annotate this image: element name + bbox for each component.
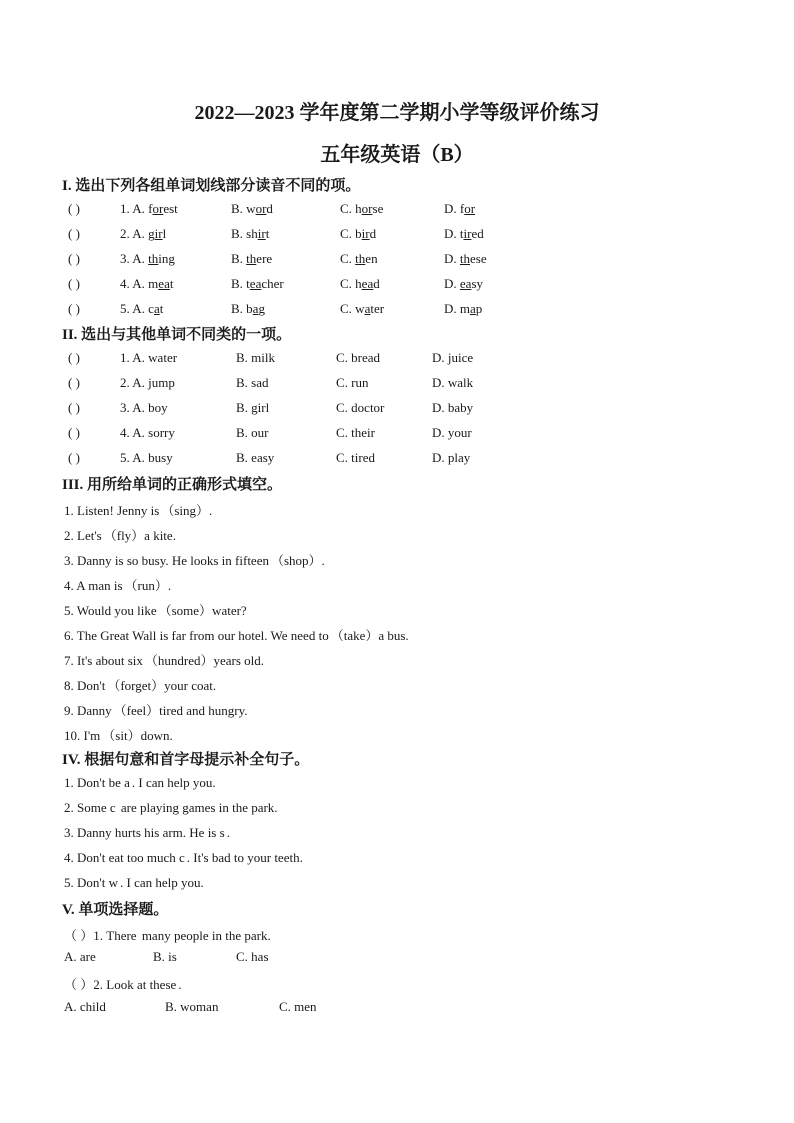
option-text: t (159, 301, 164, 316)
underlined-letters: th (246, 251, 257, 266)
underlined-letters: ir (463, 226, 472, 241)
option-text: 4. A. m (120, 276, 159, 291)
answer-paren[interactable]: ( ) (68, 251, 80, 266)
underlined-letters: ir (257, 226, 266, 241)
option-d: D. play (432, 450, 471, 465)
option-b: B. milk (236, 350, 276, 365)
option-text: 2. A. g (120, 226, 155, 241)
option-a (120, 226, 166, 242)
question-hint: （hundred）years old. (144, 653, 265, 668)
option-text: B. sh (231, 226, 258, 241)
option-text: ter (370, 301, 385, 316)
underlined-letters: ea (361, 276, 374, 291)
option-a: 1. A. water (120, 350, 178, 365)
option-a: 2. A. jump (120, 375, 175, 390)
answer-paren[interactable]: ( ) (68, 350, 80, 365)
underlined-letters: ea (459, 276, 472, 291)
option-d (444, 201, 475, 217)
fill-blank-item (64, 500, 212, 519)
question-v2 (64, 974, 182, 993)
option-text: t (265, 226, 270, 241)
option-text: l (162, 226, 167, 241)
option-text: D. f (444, 201, 465, 216)
option-d: D. juice (432, 350, 474, 365)
option-text: D. (444, 276, 460, 291)
option-a (120, 276, 173, 292)
question-v1-tail: many people in the park. (138, 928, 271, 943)
option-a: 4. A. sorry (120, 425, 175, 440)
question-text: 10. I'm (64, 728, 101, 743)
section-4-heading: IV. 根据句意和首字母提示补全句子。 (62, 752, 310, 768)
underlined-letters: ir (361, 226, 370, 241)
question-hint: （run）. (124, 578, 172, 593)
option-a (120, 201, 178, 217)
option-b: B. is (153, 949, 177, 964)
question-text: 2. Let's (64, 528, 102, 543)
sentence-item (64, 800, 278, 816)
question-hint: （take）a bus. (330, 628, 409, 643)
option-text: C. (340, 251, 356, 266)
option-text: sy (471, 276, 483, 291)
option-text: est (163, 201, 178, 216)
option-b: B. girl (236, 400, 270, 415)
fill-blank-item (64, 725, 173, 744)
question-v1-text: （ ）1. There (64, 928, 137, 943)
option-d: D. walk (432, 375, 474, 390)
question-text: 6. The Great Wall is far from our hotel. We need to (64, 628, 329, 643)
option-c: C. run (336, 375, 369, 390)
section-5-heading: V. 单项选择题。 (62, 902, 169, 918)
underlined-letters: th (459, 251, 471, 266)
question-hint: （shop）. (270, 553, 325, 568)
question-text: . I can help you. (131, 775, 216, 790)
question-hint: （sit）down. (102, 728, 173, 743)
option-text: B. w (231, 201, 256, 216)
option-text: D. (444, 251, 460, 266)
option-d (444, 226, 484, 242)
option-c: C. tired (336, 450, 375, 465)
question-text: 9. Danny (64, 703, 112, 718)
question-hint: （forget）your coat. (107, 678, 217, 693)
option-text: C. w (340, 301, 365, 316)
underlined-letters: th (355, 251, 366, 266)
answer-paren[interactable]: ( ) (68, 425, 80, 440)
underlined-letters: or (361, 201, 373, 216)
question-text: 5. Don't w (64, 875, 118, 890)
fill-blank-item (64, 525, 176, 544)
underlined-letters: a (364, 301, 371, 316)
question-v2-tail: . (178, 977, 182, 992)
option-text: en (365, 251, 378, 266)
fill-blank-item (64, 600, 247, 619)
fill-blank-item (64, 550, 325, 569)
option-b (231, 276, 284, 292)
underlined-letters: or (255, 201, 267, 216)
option-text: d (373, 276, 380, 291)
option-b: B. woman (165, 999, 219, 1014)
sentence-item (64, 825, 230, 841)
question-text: 2. Some c (64, 800, 116, 815)
question-text: 5. Would you like (64, 603, 157, 618)
underlined-letters: a (252, 301, 259, 316)
option-b (231, 251, 272, 267)
option-text: cher (261, 276, 284, 291)
answer-paren[interactable]: ( ) (68, 450, 80, 465)
question-hint: （fly）a kite. (103, 528, 176, 543)
option-b (231, 301, 265, 317)
option-text: 3. A. (120, 251, 149, 266)
option-text: C. h (340, 276, 362, 291)
page-title: 2022—2023 学年度第二学期小学等级评价练习 (194, 102, 600, 124)
option-a: 5. A. busy (120, 450, 173, 465)
underlined-letters: ea (158, 276, 170, 291)
option-c (340, 301, 384, 317)
option-text: D. t (444, 226, 464, 241)
answer-paren[interactable]: ( ) (68, 201, 80, 216)
underlined-letters: a (153, 301, 160, 316)
option-d (444, 301, 482, 317)
option-c: C. has (236, 949, 269, 964)
page-subtitle: 五年级英语（B） (320, 144, 474, 166)
option-c: C. doctor (336, 400, 385, 415)
question-hint: （sing）. (161, 503, 213, 518)
option-text: B. t (231, 276, 250, 291)
question-text: 8. Don't (64, 678, 106, 693)
answer-paren[interactable]: ( ) (68, 301, 80, 316)
underlined-letters: th (148, 251, 159, 266)
fill-blank-item (64, 675, 216, 694)
option-d (444, 251, 487, 267)
sentence-item (64, 875, 204, 891)
option-text: ere (256, 251, 273, 266)
answer-paren[interactable]: ( ) (68, 400, 80, 415)
answer-paren[interactable]: ( ) (68, 226, 80, 241)
question-text: 7. It's about six (64, 653, 143, 668)
option-text: ed (471, 226, 484, 241)
option-text: 1. A. f (120, 201, 153, 216)
option-text: B. (231, 251, 247, 266)
option-text: D. m (444, 301, 470, 316)
option-text: 5. A. c (120, 301, 154, 316)
option-d: D. your (432, 425, 472, 440)
option-text: d (369, 226, 377, 241)
option-d (444, 276, 483, 292)
answer-paren[interactable]: ( ) (68, 276, 80, 291)
section-1-heading: I. 选出下列各组单词划线部分读音不同的项。 (62, 178, 361, 194)
option-text: d (266, 201, 273, 216)
question-text: are playing games in the park. (117, 800, 278, 815)
option-text: ese (470, 251, 487, 266)
option-c: C. men (279, 999, 317, 1014)
option-text: ing (158, 251, 175, 266)
option-a (120, 251, 175, 267)
option-b: B. easy (236, 450, 275, 465)
question-text: 1. Don't be a (64, 775, 130, 790)
question-text: 3. Danny hurts his arm. He is s (64, 825, 225, 840)
option-a (120, 301, 163, 317)
option-text: t (169, 276, 174, 291)
underlined-letters: or (464, 201, 476, 216)
underlined-letters: ea (249, 276, 262, 291)
section-3-heading: III. 用所给单词的正确形式填空。 (62, 477, 283, 493)
option-text: C. h (340, 201, 362, 216)
underlined-letters: or (152, 201, 164, 216)
option-a: A. child (64, 999, 106, 1014)
option-b: B. our (236, 425, 269, 440)
option-c: C. bread (336, 350, 381, 365)
sentence-item (64, 850, 303, 866)
option-c (340, 276, 380, 292)
option-c: C. their (336, 425, 375, 440)
option-a: A. are (64, 949, 96, 964)
option-c (340, 201, 383, 217)
answer-paren[interactable]: ( ) (68, 375, 80, 390)
question-text: . I can help you. (119, 875, 204, 890)
option-c (340, 251, 378, 267)
option-b (231, 201, 273, 217)
question-v1 (64, 925, 271, 944)
underlined-letters: ir (154, 226, 163, 241)
question-text: 3. Danny is so busy. He looks in fifteen (64, 553, 269, 568)
fill-blank-item (64, 650, 264, 669)
fill-blank-item (64, 575, 171, 594)
question-v2-text: （ ）2. Look at these (64, 977, 177, 992)
option-text: g (258, 301, 265, 316)
option-text: B. b (231, 301, 253, 316)
question-text: 4. A man is (64, 578, 123, 593)
question-text: . It's bad to your teeth. (186, 850, 303, 865)
fill-blank-item (64, 700, 247, 719)
option-b: B. sad (236, 375, 269, 390)
section-2-heading: II. 选出与其他单词不同类的一项。 (62, 327, 292, 343)
fill-blank-item (64, 625, 409, 644)
question-text: 1. Listen! Jenny is (64, 503, 160, 518)
option-a: 3. A. boy (120, 400, 168, 415)
question-hint: （some）water? (158, 603, 247, 618)
underlined-letters: a (470, 301, 476, 316)
sentence-item (64, 775, 216, 791)
option-text: C. b (340, 226, 362, 241)
option-text: se (372, 201, 384, 216)
option-c (340, 226, 376, 242)
option-d: D. baby (432, 400, 474, 415)
question-text: . (226, 825, 230, 840)
option-b (231, 226, 269, 242)
question-hint: （feel）tired and hungry. (113, 703, 248, 718)
question-text: 4. Don't eat too much c (64, 850, 185, 865)
option-text: p (475, 301, 483, 316)
